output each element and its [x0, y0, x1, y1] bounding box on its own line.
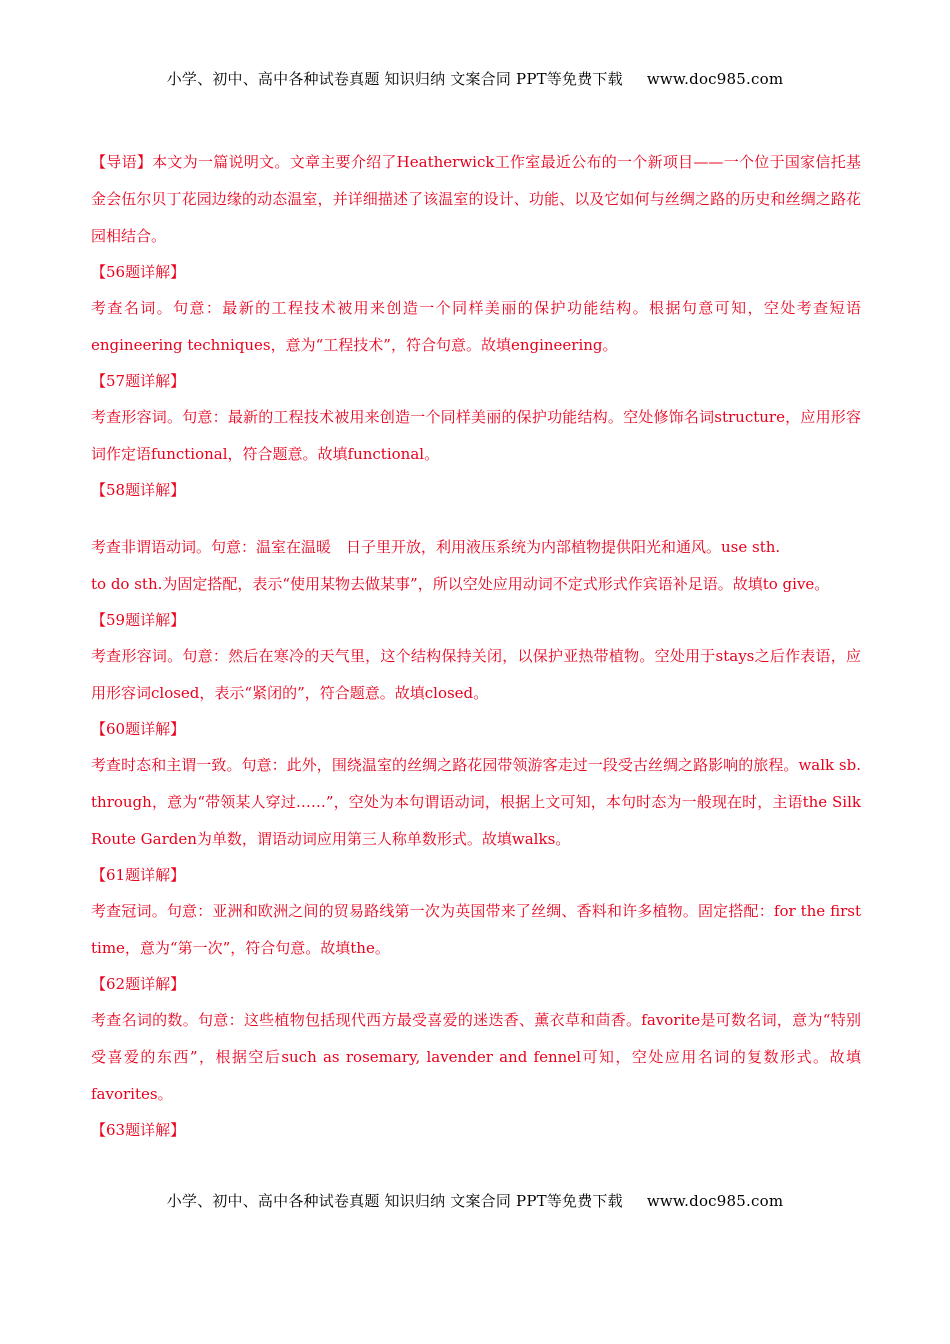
section-body-56: 考查名词。句意：最新的工程技术被用来创造一个同样美丽的保护功能结构。根据句意可知，空处考查短语engineering techniques，意为“工程技术”，符合句意。故填engineering。	[91, 299, 861, 354]
section-title-62: 【62题详解】	[91, 975, 186, 993]
header-text: 小学、初中、高中各种试卷真题 知识归纳 文案合同 PPT等免费下载	[166, 70, 623, 88]
footer-text: 小学、初中、高中各种试卷真题 知识归纳 文案合同 PPT等免费下载	[166, 1192, 623, 1210]
section-body-60: 考查时态和主谓一致。句意：此外，围绕温室的丝绸之路花园带领游客走过一段受古丝绸之路影响的旅程。walk sb. through，意为“带领某人穿过……”，空处为本句谓语动词，根据上文可知，本句时态为一般现在时，主语the Silk Route Garden为单数，谓语动词应用第三人称单数形式。故填walks。	[91, 756, 861, 848]
section-title-59: 【59题详解】	[91, 611, 186, 629]
intro-paragraph: 【导语】本文为一篇说明文。文章主要介绍了Heatherwick工作室最近公布的一个新项目——一个位于国家信托基金会伍尔贝丁花园边缘的动态温室，并详细描述了该温室的设计、功能、以及它如何与丝绸之路的历史和丝绸之路花园相结合。	[91, 153, 861, 245]
section-body-62: 考查名词的数。句意：这些植物包括现代西方最受喜爱的迷迭香、薰衣草和茴香。favorite是可数名词，意为“特别受喜爱的东西”，根据空后such as rosemary, lavender and fennel可知，空处应用名词的复数形式。故填favorites。	[91, 1011, 861, 1103]
section-title-63: 【63题详解】	[91, 1121, 186, 1139]
section-title-60: 【60题详解】	[91, 720, 186, 738]
section-body-58-line1: 考查非谓语动词。句意：温室在温暖 日子里开放，利用液压系统为内部植物提供阳光和通风。use sth.	[91, 538, 781, 556]
section-body-57: 考查形容词。句意：最新的工程技术被用来创造一个同样美丽的保护功能结构。空处修饰名词structure，应用形容词作定语functional，符合题意。故填functional。	[91, 408, 861, 463]
answer-explanations	[91, 144, 861, 1148]
section-body-58-line2: to do sth.为固定搭配，表示“使用某物去做某事”，所以空处应用动词不定式形式作宾语补足语。故填to give。	[91, 575, 830, 593]
section-title-61: 【61题详解】	[91, 866, 186, 884]
section-title-56: 【56题详解】	[91, 263, 186, 281]
section-body-61: 考查冠词。句意：亚洲和欧洲之间的贸易路线第一次为英国带来了丝绸、香料和许多植物。固定搭配：for the first time，意为“第一次”，符合句意。故填the。	[91, 902, 861, 957]
page-header	[0, 68, 950, 89]
page-footer	[0, 1190, 950, 1211]
section-title-58: 【58题详解】	[91, 481, 186, 499]
footer-site-link[interactable]: www.doc985.com	[646, 1192, 784, 1210]
header-site-link[interactable]: www.doc985.com	[646, 70, 784, 88]
section-title-57: 【57题详解】	[91, 372, 186, 390]
section-body-59: 考查形容词。句意：然后在寒冷的天气里，这个结构保持关闭，以保护亚热带植物。空处用于stays之后作表语，应用形容词closed，表示“紧闭的”，符合题意。故填closed。	[91, 647, 861, 702]
